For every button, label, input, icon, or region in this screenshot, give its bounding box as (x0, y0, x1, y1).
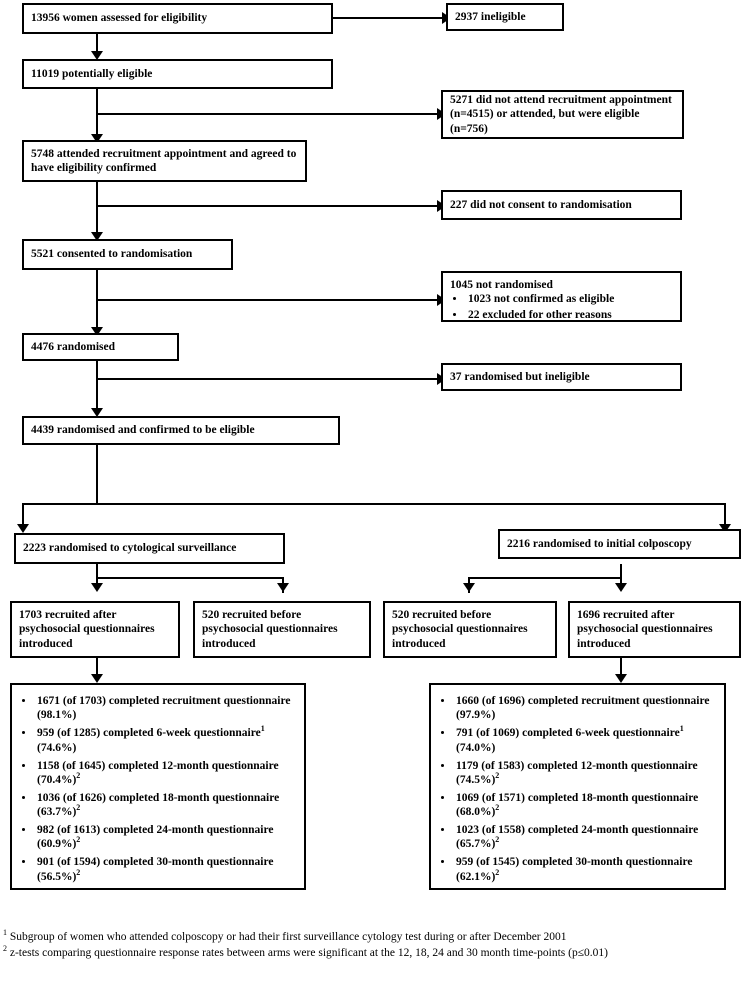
connector-line (96, 205, 441, 207)
list-item: • 791 (of 1069) completed 6-week questionnaire$^1$ (74.0%) (454, 726, 717, 755)
connector-line (96, 378, 441, 380)
connector-line (96, 270, 98, 332)
connector-line (96, 34, 98, 52)
connector-line (333, 17, 446, 19)
connector-line (96, 361, 98, 413)
arrow-head (615, 674, 627, 683)
node-left-recruited-before: 520 recruited before psychosocial questionnaires introduced (193, 601, 371, 658)
node-attended-appointment: 5748 attended recruitment appointment and agreed to have eligibility confirmed (22, 140, 307, 182)
arrow-head (277, 583, 289, 592)
results-left-list (19, 694, 297, 884)
arrow-head (463, 583, 475, 592)
node-not-randomised-list (450, 292, 673, 322)
connector-line (96, 113, 441, 115)
node-potentially-eligible: 11019 potentially eligible (22, 59, 333, 89)
node-consented: 5521 consented to randomisation (22, 239, 233, 270)
footnote-1: $^1$ Subgroup of women who attended colposcopy or had their first surveillance cytology test during or after December 2001 (3, 928, 567, 943)
arrow-head (615, 583, 627, 592)
list-item: • 1069 (of 1571) completed 18-month questionnaire $(68.0\%)^2$ (454, 791, 717, 820)
list-item: • 1660 (of 1696) completed recruitment questionnaire (97.9%) (454, 694, 717, 723)
list-item: • 1036 (of 1626) completed 18-month questionnaire $(63.7\%)^2$ (35, 791, 297, 820)
node-not-randomised (441, 271, 682, 322)
list-item: • 1179 (of 1583) completed 12-month questionnaire $(74.5\%)^2$ (454, 759, 717, 788)
results-right-arm (429, 683, 726, 890)
arrow-head (91, 583, 103, 592)
node-not-randomised-title: 1045 not randomised (450, 279, 553, 291)
connector-line (468, 577, 622, 579)
node-did-not-attend: 5271 did not attend recruitment appointment (n=4515) or attended, but were eligible (n=756) (441, 90, 684, 139)
list-item: • 1671 (of 1703) completed recruitment questionnaire (98.1%) (35, 694, 297, 723)
node-left-recruited-after: 1703 recruited after psychosocial questionnaires introduced (10, 601, 180, 658)
node-randomised-but-ineligible: 37 randomised but ineligible (441, 363, 682, 391)
list-item: • 959 (of 1285) completed 6-week questionnaire$^1$ (74.6%) (35, 726, 297, 755)
results-right-list (438, 694, 717, 884)
node-arm-cytological-surveillance: 2223 randomised to cytological surveillance (14, 533, 285, 564)
node-assessed: 13956 women assessed for eligibility (22, 3, 333, 34)
list-item: • 959 (of 1545) completed 30-month questionnaire $(62.1\%)^2$ (454, 855, 717, 884)
connector-line (96, 299, 441, 301)
connector-line (22, 503, 726, 505)
footnote-2: $^2$ z-tests comparing questionnaire response rates between arms were significant at the 12, 18, 24 and 30 month time-points (p≤0.01) (3, 943, 608, 959)
list-item: • 1158 (of 1645) completed 12-month questionnaire $(70.4\%)^2$ (35, 759, 297, 788)
node-randomised: 4476 randomised (22, 333, 179, 361)
connector-line (96, 445, 98, 505)
footnotes (3, 930, 743, 961)
node-right-recruited-before: 520 recruited before psychosocial questionnaires introduced (383, 601, 557, 658)
node-no-consent: 227 did not consent to randomisation (441, 190, 682, 220)
arrow-head (91, 674, 103, 683)
list-item: • 901 (of 1594) completed 30-month questionnaire $(56.5\%)^2$ (35, 855, 297, 884)
results-left-arm (10, 683, 306, 890)
list-item: • 982 (of 1613) completed 24-month questionnaire $(60.9\%)^2$ (35, 823, 297, 852)
list-item: • 22 excluded for other reasons (466, 308, 673, 322)
node-randomised-confirmed: 4439 randomised and confirmed to be eligible (22, 416, 340, 445)
list-item: • 1023 not confirmed as eligible (466, 292, 673, 306)
list-item: • 1023 (of 1558) completed 24-month questionnaire $(65.7\%)^2$ (454, 823, 717, 852)
connector-line (96, 182, 98, 238)
connector-line (96, 577, 284, 579)
arrow-head (17, 524, 29, 533)
node-right-recruited-after: 1696 recruited after psychosocial questionnaires introduced (568, 601, 741, 658)
node-arm-initial-colposcopy: 2216 randomised to initial colposcopy (498, 529, 741, 559)
node-ineligible: 2937 ineligible (446, 3, 564, 31)
